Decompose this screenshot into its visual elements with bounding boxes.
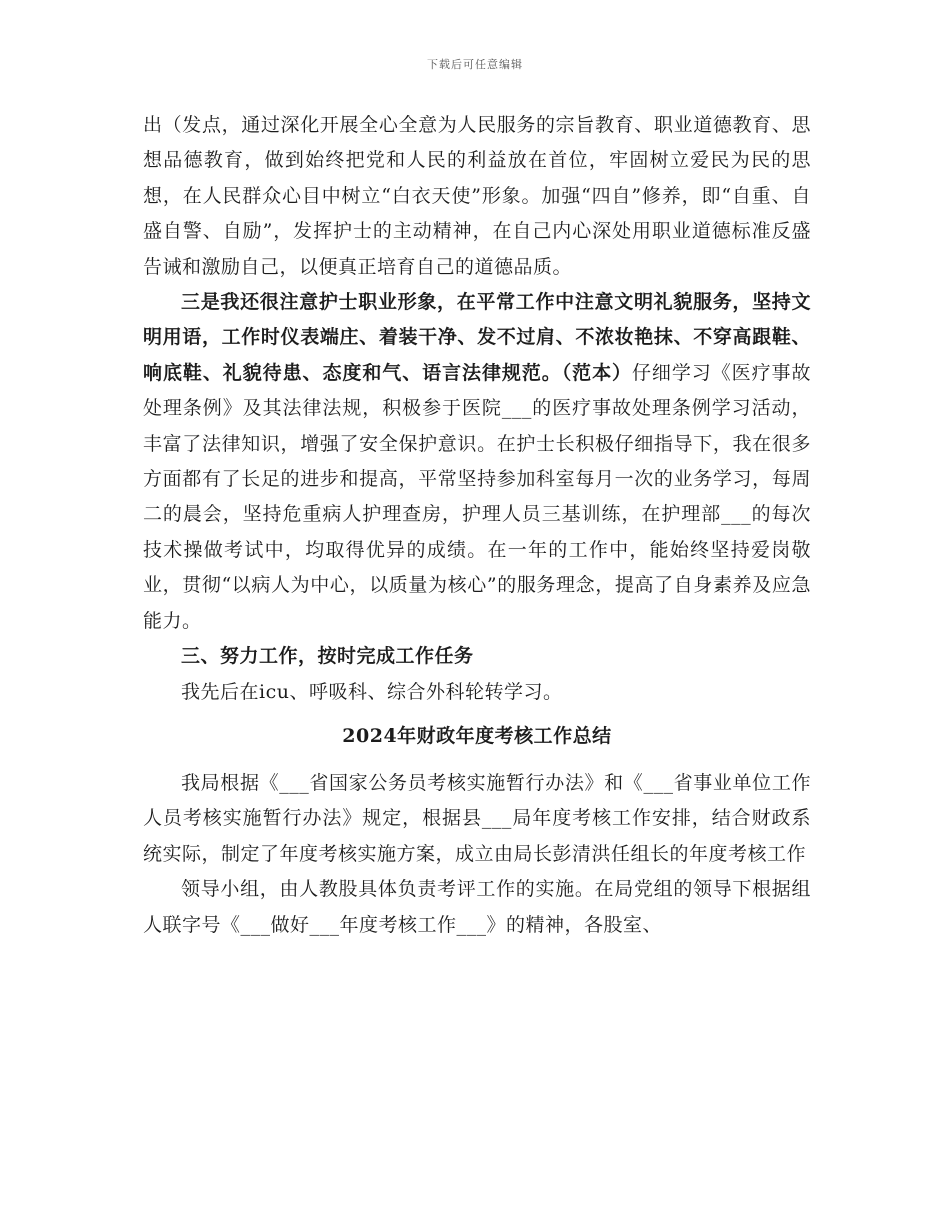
article-title: 2024年财政年度考核工作总结 [342,724,612,747]
document-body [143,108,811,943]
header-note: 下载后可任意编辑 [427,58,523,71]
paragraph-4: 我先后在icu、呼吸科、综合外科轮转学习。 [181,680,563,703]
paragraph-5: 我局根据《___省国家公务员考核实施暂行办法》和《___省事业单位工作人员考核实施暂行办法》规定，根据县___局年度考核工作安排，结合财政系统实际，制定了年度考核实施方案，成立由局长彭清洪任组长的年度考核工作 [143,771,811,865]
paragraph-2-bold-lead: 三是我还很注意护士职业形象，在平常工作中注意文明礼貌服务，坚持文明用语，工作时仪表端庄、着装干净、发不过肩、不浓妆艳抹、不穿高跟鞋、响底鞋、礼貌待患、态度和气、语言法律规范。（范本） [143,291,811,384]
paragraph-2-rest: 仔细学习《医疗事故处理条例》及其法律法规，积极参于医院___的医疗事故处理条例学习活动，丰富了法律知识，增强了安全保护意识。在护士长积极仔细指导下，我在很多方面都有了长足的进步和提高，平常坚持参加科室每月一次的业务学习，每周二的晨会，坚持危重病人护理查房，护理人员三基训练，在护理部___的每次技术操做考试中，均取得优异的成绩。在一年的工作中，能始终坚持爱岗敬业，贯彻“以病人为中心，以质量为核心”的服务理念，提高了自身素养及应急能力。 [143,361,811,632]
paragraph-1: 出（发点，通过深化开展全心全意为人民服务的宗旨教育、职业道德教育、思想品德教育，做到始终把党和人民的利益放在首位，牢固树立爱民为民的思想，在人民群众心目中树立“白衣天使”形象。加强“四自”修养，即“自重、自盛自警、自励”，发挥护士的主动精神，在自己内心深处用职业道德标准反盛告诫和激励自己，以便真正培育自己的道德品质。 [143,114,811,278]
section-heading-3: 三、努力工作，按时完成工作任务 [181,645,474,668]
paragraph-2 [143,285,811,639]
paragraph-6: 领导小组，由人教股具体负责考评工作的实施。在局党组的领导下根据组人联字号《___做好___年度考核工作___》的精神，各股室、 [143,878,811,936]
